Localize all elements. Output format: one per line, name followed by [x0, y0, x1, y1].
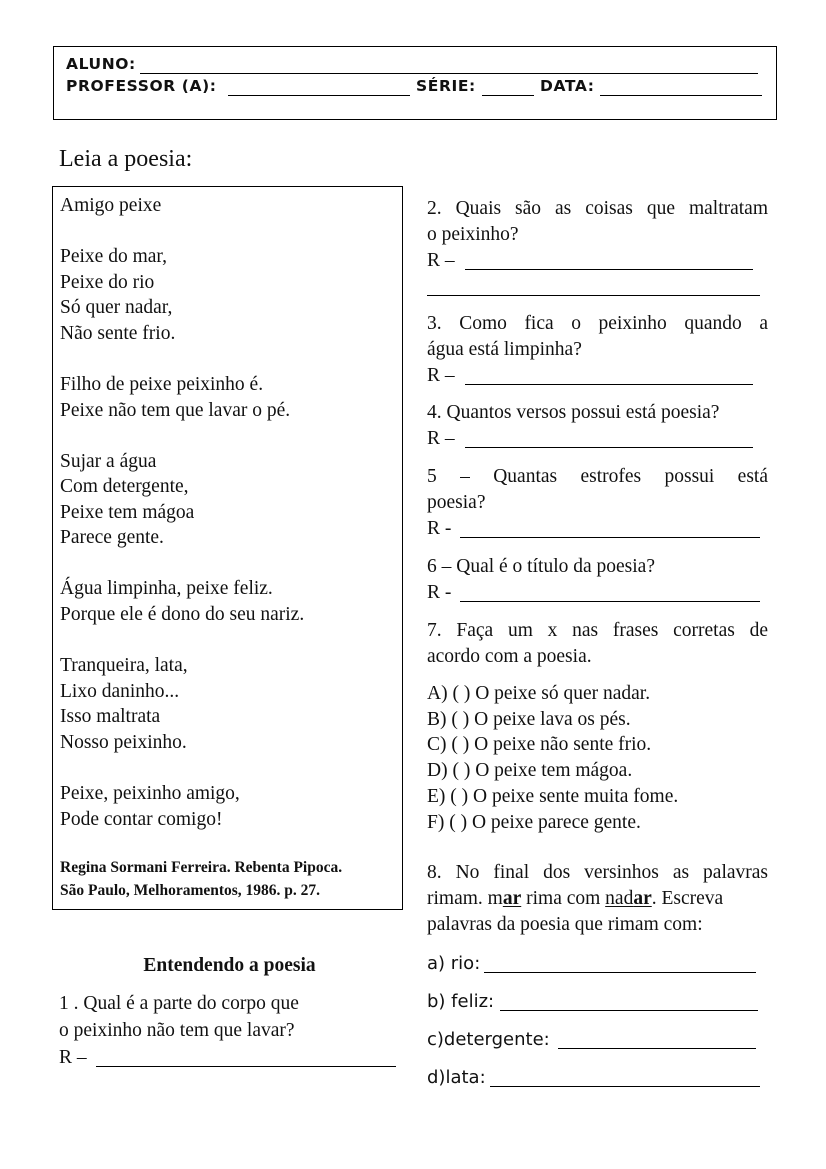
poem-line: Parece gente.	[60, 527, 164, 548]
answer-prefix: R -	[427, 582, 452, 603]
poem-line: Não sente frio.	[60, 323, 176, 344]
text-fragment: rimam. m	[427, 888, 503, 909]
question-4-line: 4. Quantos versos possui está poesia?	[427, 402, 720, 423]
question-8-line: 8. No final dos versinhos as palavras	[427, 862, 768, 883]
header-box	[53, 46, 777, 120]
poem-line: Pode contar comigo!	[60, 809, 223, 830]
option-a[interactable]: A) ( ) O peixe só quer nadar.	[427, 683, 651, 704]
question-3-line: água está limpinha?	[427, 339, 582, 360]
serie-label: SÉRIE:	[416, 77, 476, 95]
serie-field[interactable]	[482, 77, 534, 96]
poem-line: Peixe não tem que lavar o pé.	[60, 400, 291, 421]
rhyme-highlight: ar	[633, 888, 652, 909]
poem-line: Tranqueira, lata,	[60, 655, 188, 676]
answer-line-2b[interactable]	[427, 295, 760, 296]
poem-line: Peixe do mar,	[60, 246, 167, 267]
question-1-line: o peixinho não tem que lavar?	[59, 1020, 295, 1041]
rhyme-label-detergente: c)detergente:	[427, 1029, 550, 1050]
answer-line-detergente[interactable]	[558, 1048, 756, 1049]
data-field[interactable]	[600, 77, 762, 96]
question-8-line	[427, 885, 723, 912]
answer-line-feliz[interactable]	[500, 1010, 758, 1011]
professor-label: PROFESSOR (A):	[66, 77, 217, 95]
poem-line: Nosso peixinho.	[60, 732, 187, 753]
question-2-line: o peixinho?	[427, 224, 519, 245]
answer-line-rio[interactable]	[484, 972, 756, 973]
question-6-line: 6 – Qual é o título da poesia?	[427, 556, 655, 577]
text-fragment: rima com	[521, 888, 606, 909]
question-7-line: acordo com a poesia.	[427, 646, 592, 667]
aluno-label: ALUNO:	[66, 55, 136, 73]
poem-line: Filho de peixe peixinho é.	[60, 374, 264, 395]
option-b[interactable]: B) ( ) O peixe lava os pés.	[427, 709, 631, 730]
aluno-field[interactable]	[140, 55, 758, 74]
answer-line-1[interactable]	[96, 1066, 396, 1067]
poem-credit: Regina Sormani Ferreira. Rebenta Pipoca.	[60, 859, 343, 876]
answer-line-4[interactable]	[465, 447, 753, 448]
rhyme-word	[605, 888, 652, 909]
section-title: Entendendo a poesia	[143, 955, 316, 976]
answer-prefix: R -	[427, 518, 452, 539]
answer-line-6[interactable]	[460, 601, 760, 602]
rhyme-label-rio: a) rio:	[427, 953, 481, 974]
data-label: DATA:	[540, 77, 595, 95]
answer-line-3[interactable]	[465, 384, 753, 385]
poem-line: Peixe do rio	[60, 272, 155, 293]
poem-line: Lixo daninho...	[60, 681, 180, 702]
poem-line: Água limpinha, peixe feliz.	[60, 578, 273, 599]
answer-prefix: R –	[59, 1047, 87, 1068]
option-e[interactable]: E) ( ) O peixe sente muita fome.	[427, 786, 679, 807]
rhyme-highlight: ar	[502, 888, 522, 909]
question-2-line: 2. Quais são as coisas que maltratam	[427, 198, 768, 219]
question-1-text	[59, 990, 299, 1071]
poem-title: Amigo peixe	[60, 195, 162, 216]
poem-line: Peixe tem mágoa	[60, 502, 195, 523]
option-c[interactable]: C) ( ) O peixe não sente frio.	[427, 734, 652, 755]
poem-line: Só quer nadar,	[60, 297, 173, 318]
poem-box	[52, 186, 403, 910]
intro-heading: Leia a poesia:	[59, 146, 193, 172]
rhyme-label-lata: d)lata:	[427, 1067, 486, 1088]
answer-line-5[interactable]	[460, 537, 760, 538]
question-7-line: 7. Faça um x nas frases corretas de	[427, 620, 768, 641]
answer-prefix: R –	[427, 428, 455, 449]
question-5-line: poesia?	[427, 492, 486, 513]
rhyme-label-feliz: b) feliz:	[427, 991, 495, 1012]
answer-prefix: R –	[427, 365, 455, 386]
question-1-line: 1 . Qual é a parte do corpo que	[59, 993, 299, 1014]
answer-line-lata[interactable]	[490, 1086, 760, 1087]
question-3-line: 3. Como fica o peixinho quando a	[427, 313, 768, 334]
question-8-line: palavras da poesia que rimam com:	[427, 914, 703, 935]
poem-line: Isso maltrata	[60, 706, 161, 727]
answer-prefix: R –	[427, 250, 455, 271]
poem-line: Peixe, peixinho amigo,	[60, 783, 240, 804]
question-5-line: 5 – Quantas estrofes possui está	[427, 466, 768, 487]
poem-line: Porque ele é dono do seu nariz.	[60, 604, 305, 625]
text-fragment: nad	[605, 888, 634, 909]
option-f[interactable]: F) ( ) O peixe parece gente.	[427, 812, 641, 833]
professor-field[interactable]	[228, 77, 410, 96]
text-fragment: . Escreva	[651, 888, 724, 909]
option-d[interactable]: D) ( ) O peixe tem mágoa.	[427, 760, 633, 781]
poem-line: Sujar a água	[60, 451, 157, 472]
poem-line: Com detergente,	[60, 476, 189, 497]
answer-line-2a[interactable]	[465, 269, 753, 270]
poem-credit: São Paulo, Melhoramentos, 1986. p. 27.	[60, 882, 321, 899]
